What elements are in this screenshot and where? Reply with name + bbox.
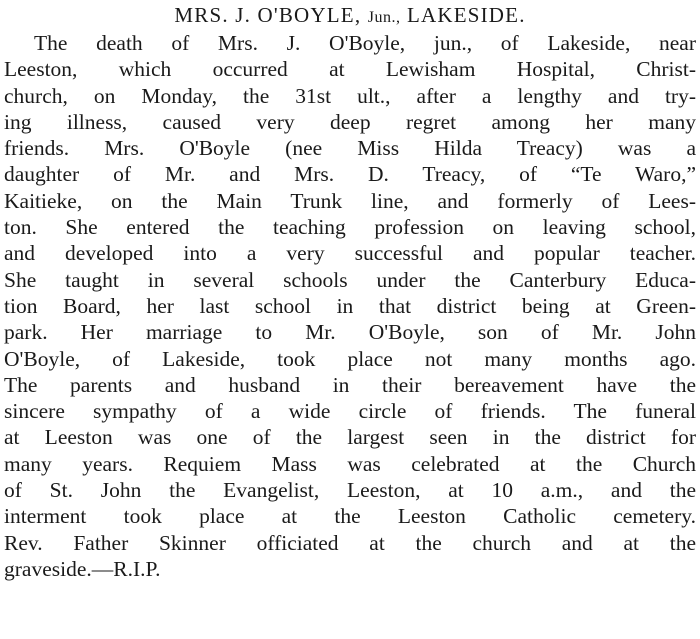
article-line: Leeston, which occurred at Lewisham Hospital, Christ- — [4, 57, 696, 82]
headline-name: MRS. J. O'BOYLE, — [174, 3, 362, 27]
article-line: friends. Mrs. O'Boyle (nee Miss Hilda Treacy) was a — [4, 136, 696, 161]
article-line: The parents and husband in their bereavement have the — [4, 372, 696, 397]
article-line: and developed into a very successful and popular teacher. — [4, 241, 696, 266]
article-line: daughter of Mr. and Mrs. D. Treacy, of “Te Waro,” — [4, 162, 696, 187]
headline-place: LAKESIDE. — [406, 3, 526, 27]
article-line: of St. John the Evangelist, Leeston, at 10 a.m., and the — [4, 478, 696, 503]
article-line: O'Boyle, of Lakeside, took place not many months ago. — [4, 346, 696, 371]
article-line: graveside.—R.I.P. — [4, 556, 161, 581]
article-line: many years. Requiem Mass was celebrated at the Church — [4, 451, 696, 476]
article-line: at Leeston was one of the largest seen in the district for — [4, 425, 696, 450]
article-body — [4, 30, 696, 582]
article-line: ton. She entered the teaching profession on leaving school, — [4, 215, 696, 240]
obituary-article — [4, 0, 696, 582]
article-line: Kaitieke, on the Main Trunk line, and formerly of Lees- — [4, 188, 696, 213]
article-headline — [4, 0, 696, 30]
article-line: sincere sympathy of a wide circle of friends. The funeral — [4, 399, 696, 424]
article-line: ing illness, caused very deep regret among her many — [4, 109, 696, 134]
article-line: The death of Mrs. J. O'Boyle, jun., of Lakeside, near — [34, 31, 696, 55]
article-line: tion Board, her last school in that district being at Green- — [4, 293, 696, 318]
article-line: interment took place at the Leeston Catholic cemetery. — [4, 504, 696, 529]
article-line: She taught in several schools under the Canterbury Educa- — [4, 267, 696, 292]
article-line: Rev. Father Skinner officiated at the church and at the — [4, 530, 696, 555]
article-line: church, on Monday, the 31st ult., after a lengthy and try- — [4, 83, 696, 108]
article-line: park. Her marriage to Mr. O'Boyle, son of Mr. John — [4, 320, 696, 345]
headline-suffix: Jun., — [367, 9, 401, 26]
